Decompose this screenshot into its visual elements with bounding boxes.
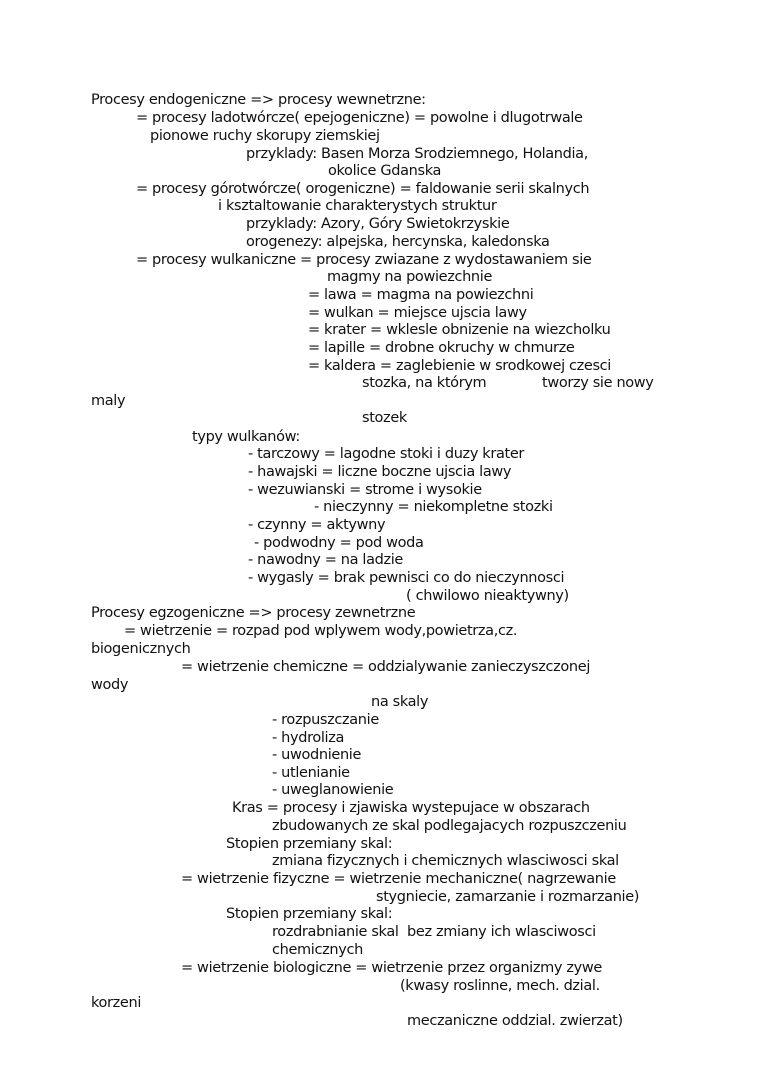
text-line: korzeni [91,995,142,1011]
text-line: - wezuwianski = strome i wysokie [248,482,482,498]
text-line: = lawa = magma na powiezchni [308,287,534,303]
text-line: - uweglanowienie [272,782,394,798]
text-line: wody [91,677,129,693]
text-line: pionowe ruchy skorupy ziemskiej [150,128,380,144]
text-line: = procesy górotwórcze( orogeniczne) = faldowanie serii skalnych [136,181,590,197]
text-line: chemicznych [272,942,363,958]
text-line: meczaniczne oddzial. zwierzat) [407,1013,623,1029]
text-line: i ksztaltowanie charakterystych struktur [218,198,497,214]
text-line: Stopien przemiany skal: [226,906,393,922]
text-line: maly [91,393,126,409]
text-line: = kaldera = zaglebienie w srodkowej czesci [308,358,611,374]
text-line: rozdrabnianie skal bez zmiany ich wlasciwosci [272,924,596,940]
text-line: Procesy egzogeniczne => procesy zewnetrzne [91,605,416,621]
text-line: przyklady: Azory, Góry Swietokrzyskie [246,216,510,232]
text-line: Procesy endogeniczne => procesy wewnetrzne: [91,92,426,108]
text-line: Stopien przemiany skal: [226,836,393,852]
text-line: orogenezy: alpejska, hercynska, kaledonska [246,234,550,250]
text-line: biogenicznych [91,641,191,657]
text-line: - podwodny = pod woda [254,535,424,551]
text-line: ( chwilowo nieaktywny) [406,588,569,604]
text-line: = wietrzenie biologiczne = wietrzenie przez organizmy zywe [181,960,602,976]
text-line: - hydroliza [272,730,345,746]
text-line: okolice Gdanska [328,163,442,179]
text-line: (kwasy roslinne, mech. dzial. [400,978,600,994]
text-line: - tarczowy = lagodne stoki i duzy krater [248,446,525,462]
text-line: - czynny = aktywny [248,517,386,533]
text-line: - wygasly = brak pewnisci co do nieczynnosci [248,570,565,586]
text-line: = wietrzenie fizyczne = wietrzenie mechaniczne( nagrzewanie [181,871,616,887]
text-line: stygniecie, zamarzanie i rozmarzanie) [376,889,640,905]
text-line: = lapille = drobne okruchy w chmurze [308,340,575,356]
text-line: = krater = wklesle obnizenie na wiezcholku [308,322,611,338]
text-line: - utlenianie [272,765,350,781]
text-line: typy wulkanów: [192,429,300,445]
text-line: = wulkan = miejsce ujscia lawy [308,305,527,321]
text-line: = wietrzenie chemiczne = oddzialywanie zanieczyszczonej [181,659,591,675]
text-line: tworzy sie nowy [542,375,654,391]
text-line: - uwodnienie [272,747,362,763]
text-line: zmiana fizycznych i chemicznych wlasciwosci skal [272,853,619,869]
text-line: = procesy ladotwórcze( epejogeniczne) = powolne i dlugotrwale [136,110,583,126]
text-line: zbudowanych ze skal podlegajacych rozpuszczeniu [272,818,627,834]
text-line: = wietrzenie = rozpad pod wplywem wody,powietrza,cz. [124,623,518,639]
text-line: - hawajski = liczne boczne ujscia lawy [248,464,512,480]
text-line: stozka, na którym [362,375,487,391]
text-line: = procesy wulkaniczne = procesy zwiazane z wydostawaniem sie [136,252,592,268]
text-line: magmy na powiezchnie [327,269,493,285]
text-line: - rozpuszczanie [272,712,379,728]
text-line: przyklady: Basen Morza Srodziemnego, Holandia, [246,146,588,162]
text-line: - nawodny = na ladzie [248,552,404,568]
text-line: Kras = procesy i zjawiska wystepujace w obszarach [232,800,590,816]
text-line: - nieczynny = niekompletne stozki [314,499,553,515]
text-line: na skaly [371,694,429,710]
text-line: stozek [362,410,407,426]
